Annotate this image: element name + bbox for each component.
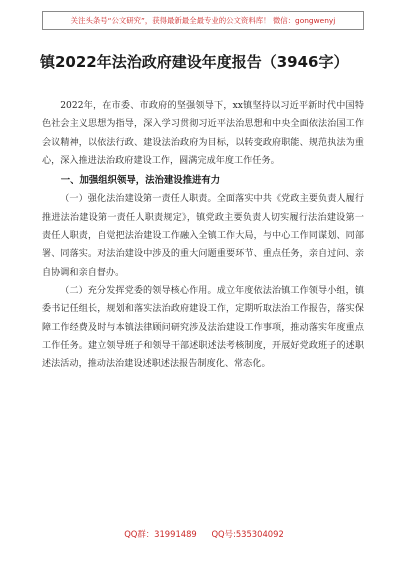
promo-banner-text: 关注头条号“公文研究”，获得最新最全最专业的公文资料库！ 微信：gongwenyj <box>70 16 336 25</box>
section-paragraph-1: （一）强化法治建设第一责任人职责。全面落实中共《党政主要负责人履行推进法治建设第一责任人职责规定》，镇党政主要负责人切实履行法治建设第一责任人职责，自觉把法治建设工作融入全镇工作大局，与中心工作同谋划、同部署、同落实。对法治建设中涉及的重大问题重要环节、重点任务，亲自过问、亲自协调和亲自督办。 <box>42 194 364 278</box>
intro-paragraph: 2022年，在市委、市政府的坚强领导下，xx镇坚持以习近平新时代中国特色社会主义思想为指导，深入学习贯彻习近平法治思想和中央全面依法治国工作会议精神，以依法行政、建设法治政府为目标，以转变政府职能、规范执法为重心，深入推进法治政府建设工作，圆满完成年度工作任务。 <box>42 101 364 166</box>
promo-banner <box>42 11 364 30</box>
page-footer <box>0 528 408 540</box>
footer-qq-number: QQ号:535304092 <box>211 529 284 539</box>
document-title: 镇2022年法治政府建设年度报告（3946字） <box>40 53 349 71</box>
section-heading: 一、加强组织领导，法治建设推进有力 <box>60 175 221 187</box>
section-paragraph-2: （二）充分发挥党委的领导核心作用。成立年度依法治镇工作领导小组，镇委书记任组长，规划和落实法治政府建设工作，定期听取法治工作报告，落实保障工作经费及时与本镇法律顾问研究涉及法治建设工作事项，推动落实年度重点工作任务。建立领导班子和领导干部述职述法考核制度，开展好党政班子的述职述法活动，推动法治建设述职述法报告制度化、常态化。 <box>42 285 364 370</box>
footer-qq-group: QQ群：31991489 <box>124 529 197 539</box>
document-body <box>42 97 364 373</box>
